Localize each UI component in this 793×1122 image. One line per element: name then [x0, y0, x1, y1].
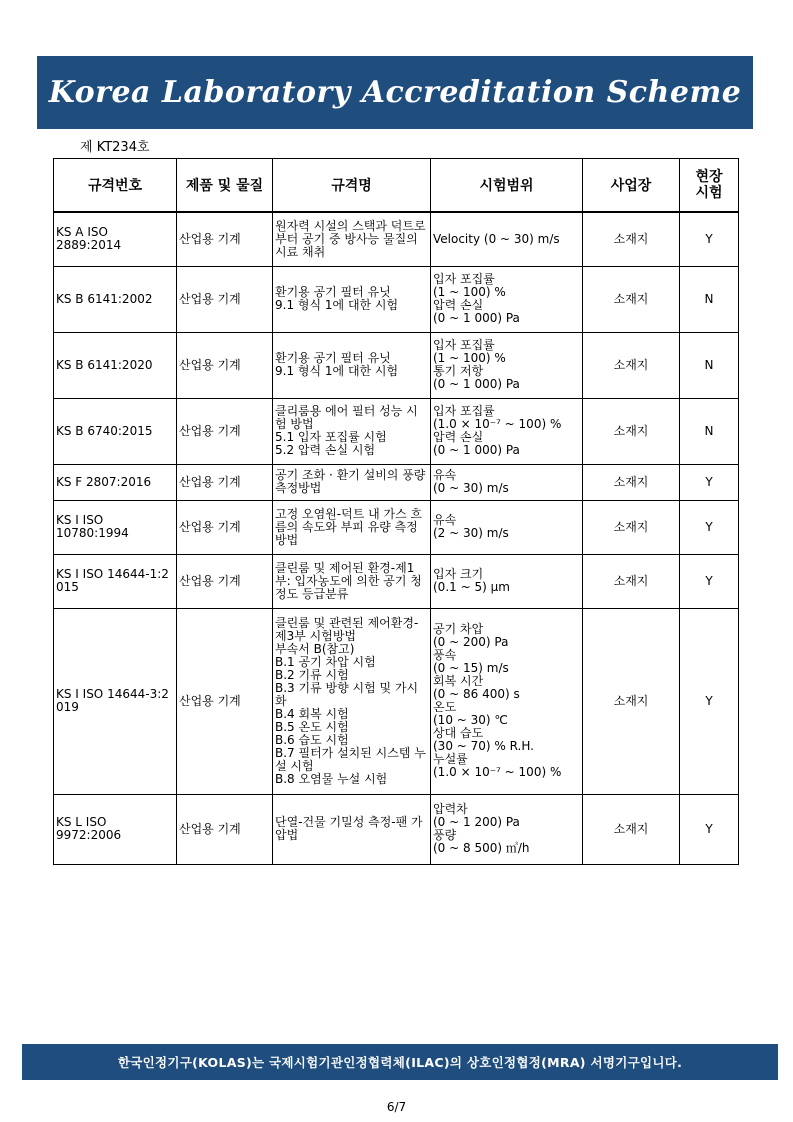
cell-product: 산업용 기계	[177, 266, 273, 332]
cell-standard: KS L ISO 9972:2006	[54, 794, 177, 864]
cell-product: 산업용 기계	[177, 500, 273, 554]
cell-title: 고정 오염원-덕트 내 가스 흐름의 속도와 부피 유량 측정방법	[273, 500, 431, 554]
cell-title: 원자력 시설의 스택과 덕트로부터 공기 중 방사능 물질의 시료 채취	[273, 212, 431, 266]
cell-site: 소재지	[583, 794, 680, 864]
table-row	[54, 212, 739, 266]
cell-site: 소재지	[583, 212, 680, 266]
cell-range: 입자 포집률 (1 ~ 100) % 통기 저항 (0 ~ 1 000) Pa	[431, 332, 583, 398]
cell-site: 소재지	[583, 398, 680, 464]
cell-standard: KS I ISO 14644-1:2015	[54, 554, 177, 608]
cell-standard: KS I ISO 14644-3:2019	[54, 608, 177, 794]
cell-product: 산업용 기계	[177, 398, 273, 464]
cell-range: 입자 포집률 (1 ~ 100) % 압력 손실 (0 ~ 1 000) Pa	[431, 266, 583, 332]
cell-field-test: N	[680, 266, 739, 332]
table-row	[54, 608, 739, 794]
table-row	[54, 500, 739, 554]
cell-standard: KS B 6141:2020	[54, 332, 177, 398]
cell-standard: KS B 6740:2015	[54, 398, 177, 464]
cell-title: 클리룸용 에어 필터 성능 시험 방법 5.1 입자 포집률 시험 5.2 압력 손실 시험	[273, 398, 431, 464]
banner-title: Korea Laboratory Accreditation Scheme	[37, 56, 753, 129]
table-row	[54, 464, 739, 500]
cell-title: 클린룸 및 제어된 환경-제1부: 입자농도에 의한 공기 청정도 등급분류	[273, 554, 431, 608]
cell-product: 산업용 기계	[177, 608, 273, 794]
table-row	[54, 266, 739, 332]
cell-product: 산업용 기계	[177, 212, 273, 266]
certificate-number: 제 KT234호	[80, 140, 150, 155]
cell-site: 소재지	[583, 266, 680, 332]
cell-title: 공기 조화 · 환기 설비의 풍량 측정방법	[273, 464, 431, 500]
cell-product: 산업용 기계	[177, 554, 273, 608]
cell-product: 산업용 기계	[177, 464, 273, 500]
cell-product: 산업용 기계	[177, 794, 273, 864]
header-product: 제품 및 물질	[177, 159, 273, 213]
cell-site: 소재지	[583, 554, 680, 608]
cell-range: Velocity (0 ~ 30) m/s	[431, 212, 583, 266]
cell-standard: KS A ISO 2889:2014	[54, 212, 177, 266]
cell-range: 유속 (0 ~ 30) m/s	[431, 464, 583, 500]
cell-site: 소재지	[583, 464, 680, 500]
accreditation-table	[53, 158, 739, 865]
cell-field-test: Y	[680, 794, 739, 864]
cell-range: 입자 크기 (0.1 ~ 5) μm	[431, 554, 583, 608]
cell-product: 산업용 기계	[177, 332, 273, 398]
cell-site: 소재지	[583, 332, 680, 398]
cell-title: 클린룸 및 관련된 제어환경-제3부 시험방법 부속서 B(참고) B.1 공기 차압 시험 B.2 기류 시험 B.3 기류 방향 시험 및 가시화 B.4 회복 시험 B.5 온도 시험 B.6 습도 시험 B.7 필터가 설치된 시스템 누설 시험 B.8 오염물 누설 시험	[273, 608, 431, 794]
cell-field-test: N	[680, 332, 739, 398]
table-row	[54, 554, 739, 608]
cell-field-test: Y	[680, 608, 739, 794]
cell-title: 환기용 공기 필터 유닛 9.1 형식 1에 대한 시험	[273, 332, 431, 398]
cell-site: 소재지	[583, 608, 680, 794]
header-standard: 규격번호	[54, 159, 177, 213]
header-site: 사업장	[583, 159, 680, 213]
page-number: 6/7	[386, 1100, 407, 1114]
cell-field-test: Y	[680, 464, 739, 500]
cell-field-test: Y	[680, 554, 739, 608]
cell-title: 환기용 공기 필터 유닛 9.1 형식 1에 대한 시험	[273, 266, 431, 332]
cell-range: 압력차 (0 ~ 1 200) Pa 풍량 (0 ~ 8 500) ㎥/h	[431, 794, 583, 864]
cell-standard: KS I ISO 10780:1994	[54, 500, 177, 554]
header-title: 규격명	[273, 159, 431, 213]
cell-range: 공기 차압 (0 ~ 200) Pa 풍속 (0 ~ 15) m/s 회복 시간 (0 ~ 86 400) s 온도 (10 ~ 30) ℃ 상대 습도 (30 ~ 70) % R.H. 누설률 (1.0 × 10⁻⁷ ~ 100) %	[431, 608, 583, 794]
header-range: 시험범위	[431, 159, 583, 213]
cell-range: 입자 포집률 (1.0 × 10⁻⁷ ~ 100) % 압력 손실 (0 ~ 1 000) Pa	[431, 398, 583, 464]
table-row	[54, 398, 739, 464]
cell-field-test: N	[680, 398, 739, 464]
table-row	[54, 332, 739, 398]
footer-banner: 한국인정기구(KOLAS)는 국제시험기관인정협력체(ILAC)의 상호인정협정(MRA) 서명기구입니다.	[22, 1044, 778, 1080]
cell-field-test: Y	[680, 500, 739, 554]
cell-range: 유속 (2 ~ 30) m/s	[431, 500, 583, 554]
cell-standard: KS F 2807:2016	[54, 464, 177, 500]
header-field-test: 현장 시험	[680, 159, 739, 213]
cell-site: 소재지	[583, 500, 680, 554]
cell-title: 단열-건물 기밀성 측정-팬 가압법	[273, 794, 431, 864]
cell-field-test: Y	[680, 212, 739, 266]
table-header-row	[54, 159, 739, 213]
cell-standard: KS B 6141:2002	[54, 266, 177, 332]
table-row	[54, 794, 739, 864]
